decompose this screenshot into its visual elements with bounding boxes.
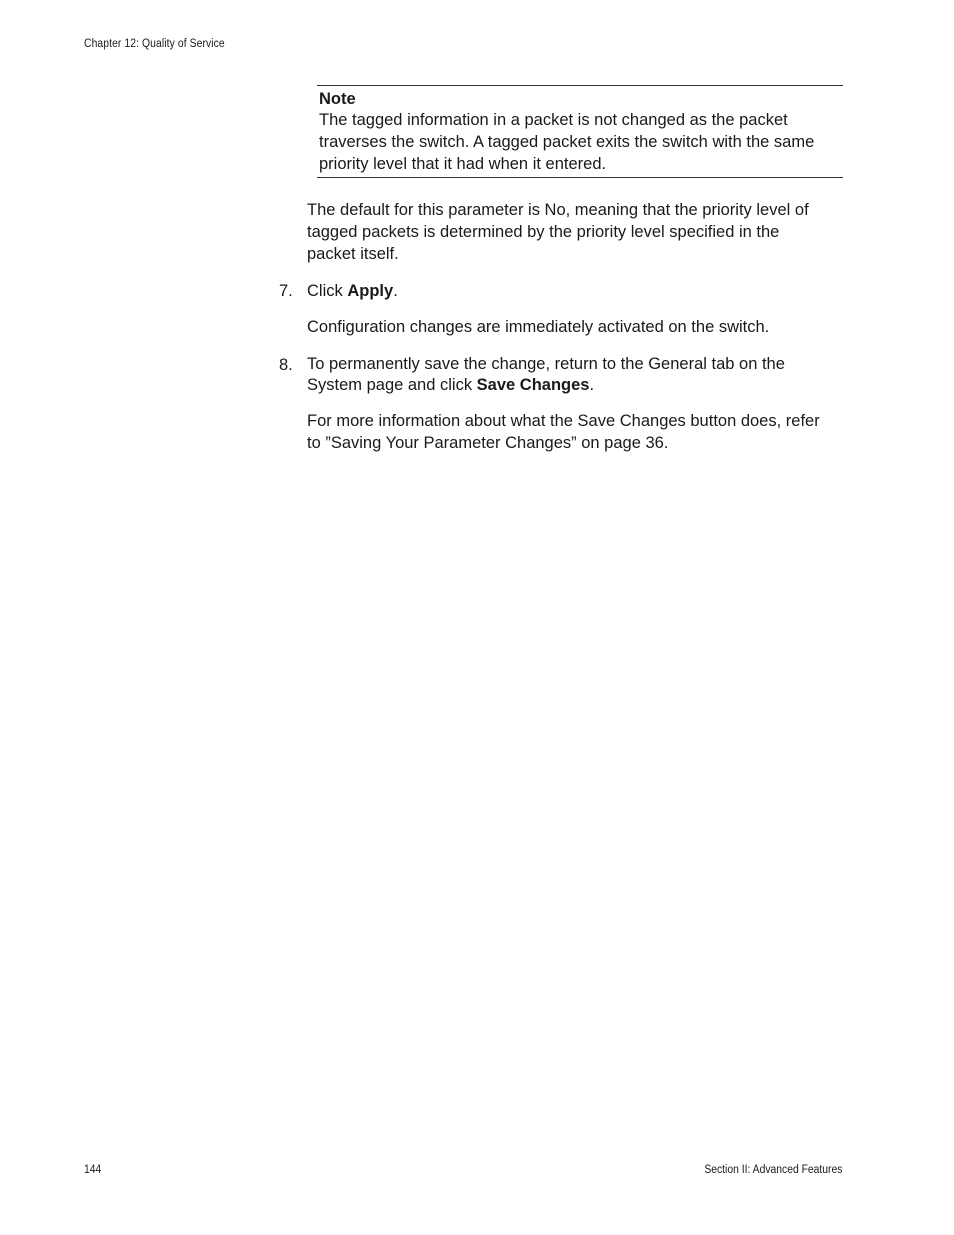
section-footer: Section II: Advanced Features — [703, 1164, 842, 1176]
step-8-info: For more information about what the Save Changes button does, refer to ”Saving Your Parameter Changes” on page 36. — [307, 412, 820, 452]
note-text: The tagged information in a packet is not changed as the packet traverses the switch. A tagged packet exits the switch with the same priority level that it had when it entered. — [319, 111, 815, 173]
step-7-text — [307, 281, 832, 302]
step-7-text-before: Click — [307, 282, 348, 300]
step-8-number: 8. — [279, 356, 293, 374]
note-box — [317, 85, 843, 178]
running-head: Chapter 12: Quality of Service — [84, 38, 225, 50]
apply-label: Apply — [347, 282, 394, 300]
default-paragraph: The default for this parameter is No, meaning that the priority level of tagged packets is determined by the priority level specified in the packet itself. — [307, 201, 809, 263]
step-7-number: 7. — [279, 282, 293, 300]
step-8-text — [307, 354, 832, 396]
save-changes-label: Save Changes — [476, 376, 590, 394]
step-7-text-after: . — [393, 282, 398, 300]
step-8-text-after: . — [589, 376, 595, 394]
step-7-result: Configuration changes are immediately activated on the switch. — [307, 318, 770, 336]
page-number: 144 — [84, 1164, 102, 1176]
step-8-text-before: To permanently save the change, return to the General tab on the System page and click — [307, 355, 785, 394]
note-title: Note — [319, 90, 356, 108]
